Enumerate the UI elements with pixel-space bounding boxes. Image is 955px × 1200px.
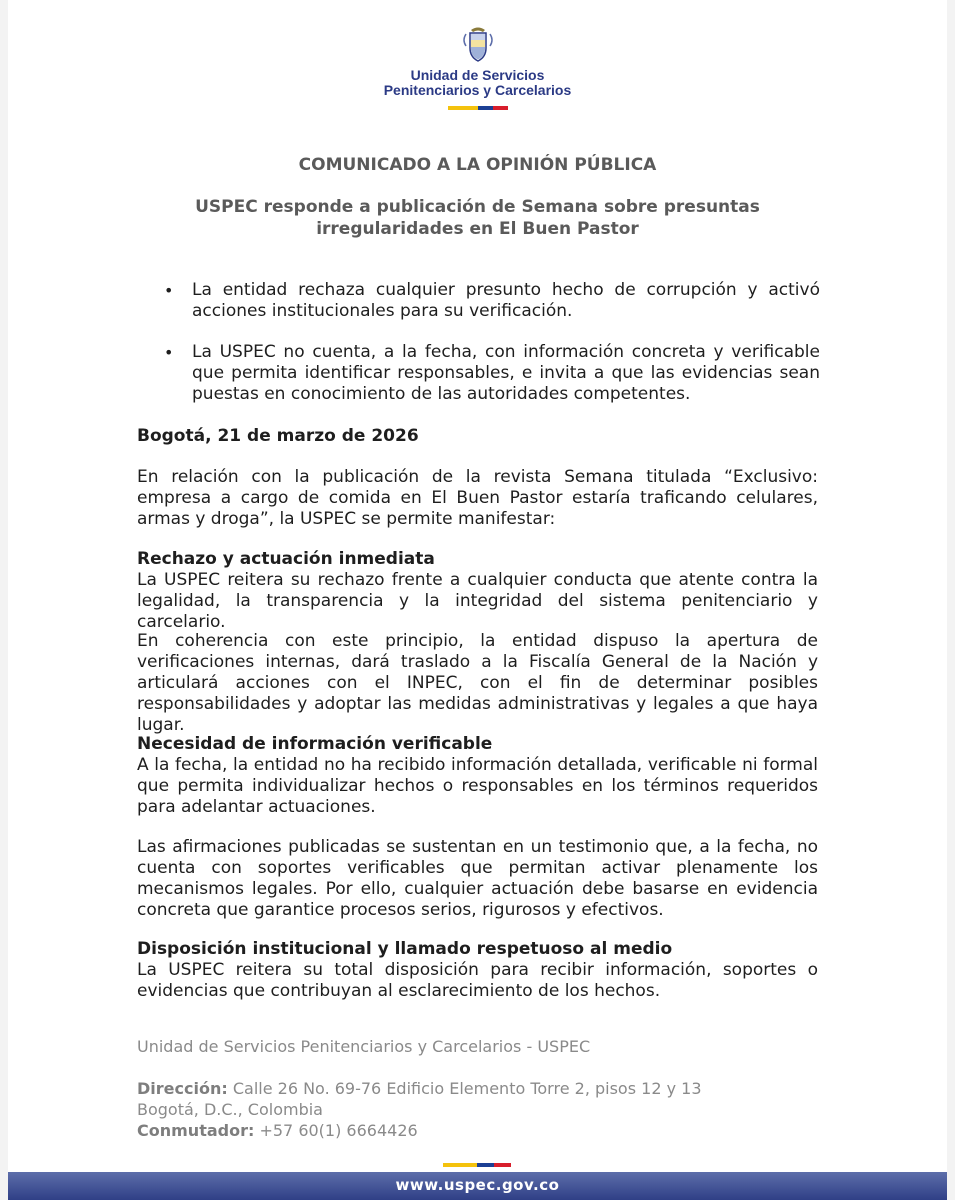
section-rechazo [137, 549, 818, 633]
bullet-item [160, 342, 820, 405]
communique-subtitle: USPEC responde a publicación de Semana sobre presuntas irregularidades en El Buen Pastor [195, 197, 760, 239]
city-line: Bogotá, D.C., Colombia [137, 1100, 323, 1119]
paragraph: Las afirmaciones publicadas se sustentan en un testimonio que, a la fecha, no cuenta con soportes verificables que permitan activar plenamente los mecanismos legales. Por ello, cualquier actuación debe basarse en evidencia concreta que garantice procesos serios, rigurosos y efectivos. [137, 837, 818, 920]
footer-org-name: Unidad de Servicios Penitenciarios y Carcelarios - USPEC [137, 1037, 591, 1056]
phone-label: Conmutador: [137, 1121, 255, 1140]
flag-color-bar [448, 106, 508, 110]
paragraph: En coherencia con este principio, la entidad dispuso la apertura de verificaciones internas, dará traslado a la Fiscalía General de la Nación y articulará acciones con el INPEC, con el fin de determinar posibles responsabilidades y adoptar las medidas administrativas y legales a que haya lugar. [137, 631, 818, 735]
section-heading: Disposición institucional y llamado respetuoso al medio [137, 939, 673, 959]
section-heading: Rechazo y actuación inmediata [137, 549, 435, 569]
uspec-logo [0, 24, 955, 110]
footer-address-block [137, 1078, 837, 1141]
section-rechazo-continued [137, 631, 818, 736]
paragraph: La USPEC reitera su total disposición para recibir información, soportes o evidencias que contribuyan al esclarecimiento de los hechos. [137, 960, 818, 1001]
address-value: Calle 26 No. 69-76 Edificio Elemento Torre 2, pisos 12 y 13 [232, 1079, 702, 1098]
paragraph: A la fecha, la entidad no ha recibido información detallada, verificable ni formal que permita individualizar hechos o responsables en los términos requeridos para adelantar actuaciones. [137, 755, 818, 817]
summary-bullets [160, 280, 820, 425]
communique-title: COMUNICADO A LA OPINIÓN PÚBLICA [298, 155, 657, 175]
address-label: Dirección: [137, 1079, 228, 1098]
address-line [137, 1078, 837, 1099]
bullet-dot-icon: • [164, 343, 174, 362]
bullet-text: La USPEC no cuenta, a la fecha, con información concreta y verificable que permita identificar responsables, e invita a que las evidencias sean puestas en conocimiento de las autoridades competentes. [192, 342, 820, 404]
website-link[interactable]: www.uspec.gov.co [395, 1176, 560, 1194]
bullet-text: La entidad rechaza cualquier presunto hecho de corrupción y activó acciones institucionales para su verificación. [192, 280, 820, 321]
section-heading: Necesidad de información verificable [137, 734, 493, 754]
phone-line [137, 1120, 837, 1141]
bullet-dot-icon: • [164, 281, 174, 300]
org-name-line1: Unidad de Servicios [410, 67, 545, 83]
footer-flag-bar [443, 1163, 511, 1167]
dateline: Bogotá, 21 de marzo de 2026 [137, 426, 419, 446]
intro-paragraph: En relación con la publicación de la revista Semana titulada “Exclusivo: empresa a cargo de comida en El Buen Pastor estaría traficando celulares, armas y droga”, la USPEC se permite manifestar: [137, 467, 818, 529]
bullet-item [160, 280, 820, 322]
section-informacion-continued [137, 837, 818, 921]
footer-band [8, 1172, 947, 1200]
org-name-line2: Penitenciarios y Carcelarios [383, 82, 572, 98]
coat-of-arms-icon [458, 24, 498, 64]
paragraph: La USPEC reitera su rechazo frente a cualquier conducta que atente contra la legalidad, la transparencia y la integridad del sistema penitenciario y carcelario. [137, 570, 818, 632]
phone-value: +57 60(1) 6664426 [259, 1121, 418, 1140]
section-informacion [137, 734, 818, 818]
section-disposicion [137, 939, 818, 1002]
